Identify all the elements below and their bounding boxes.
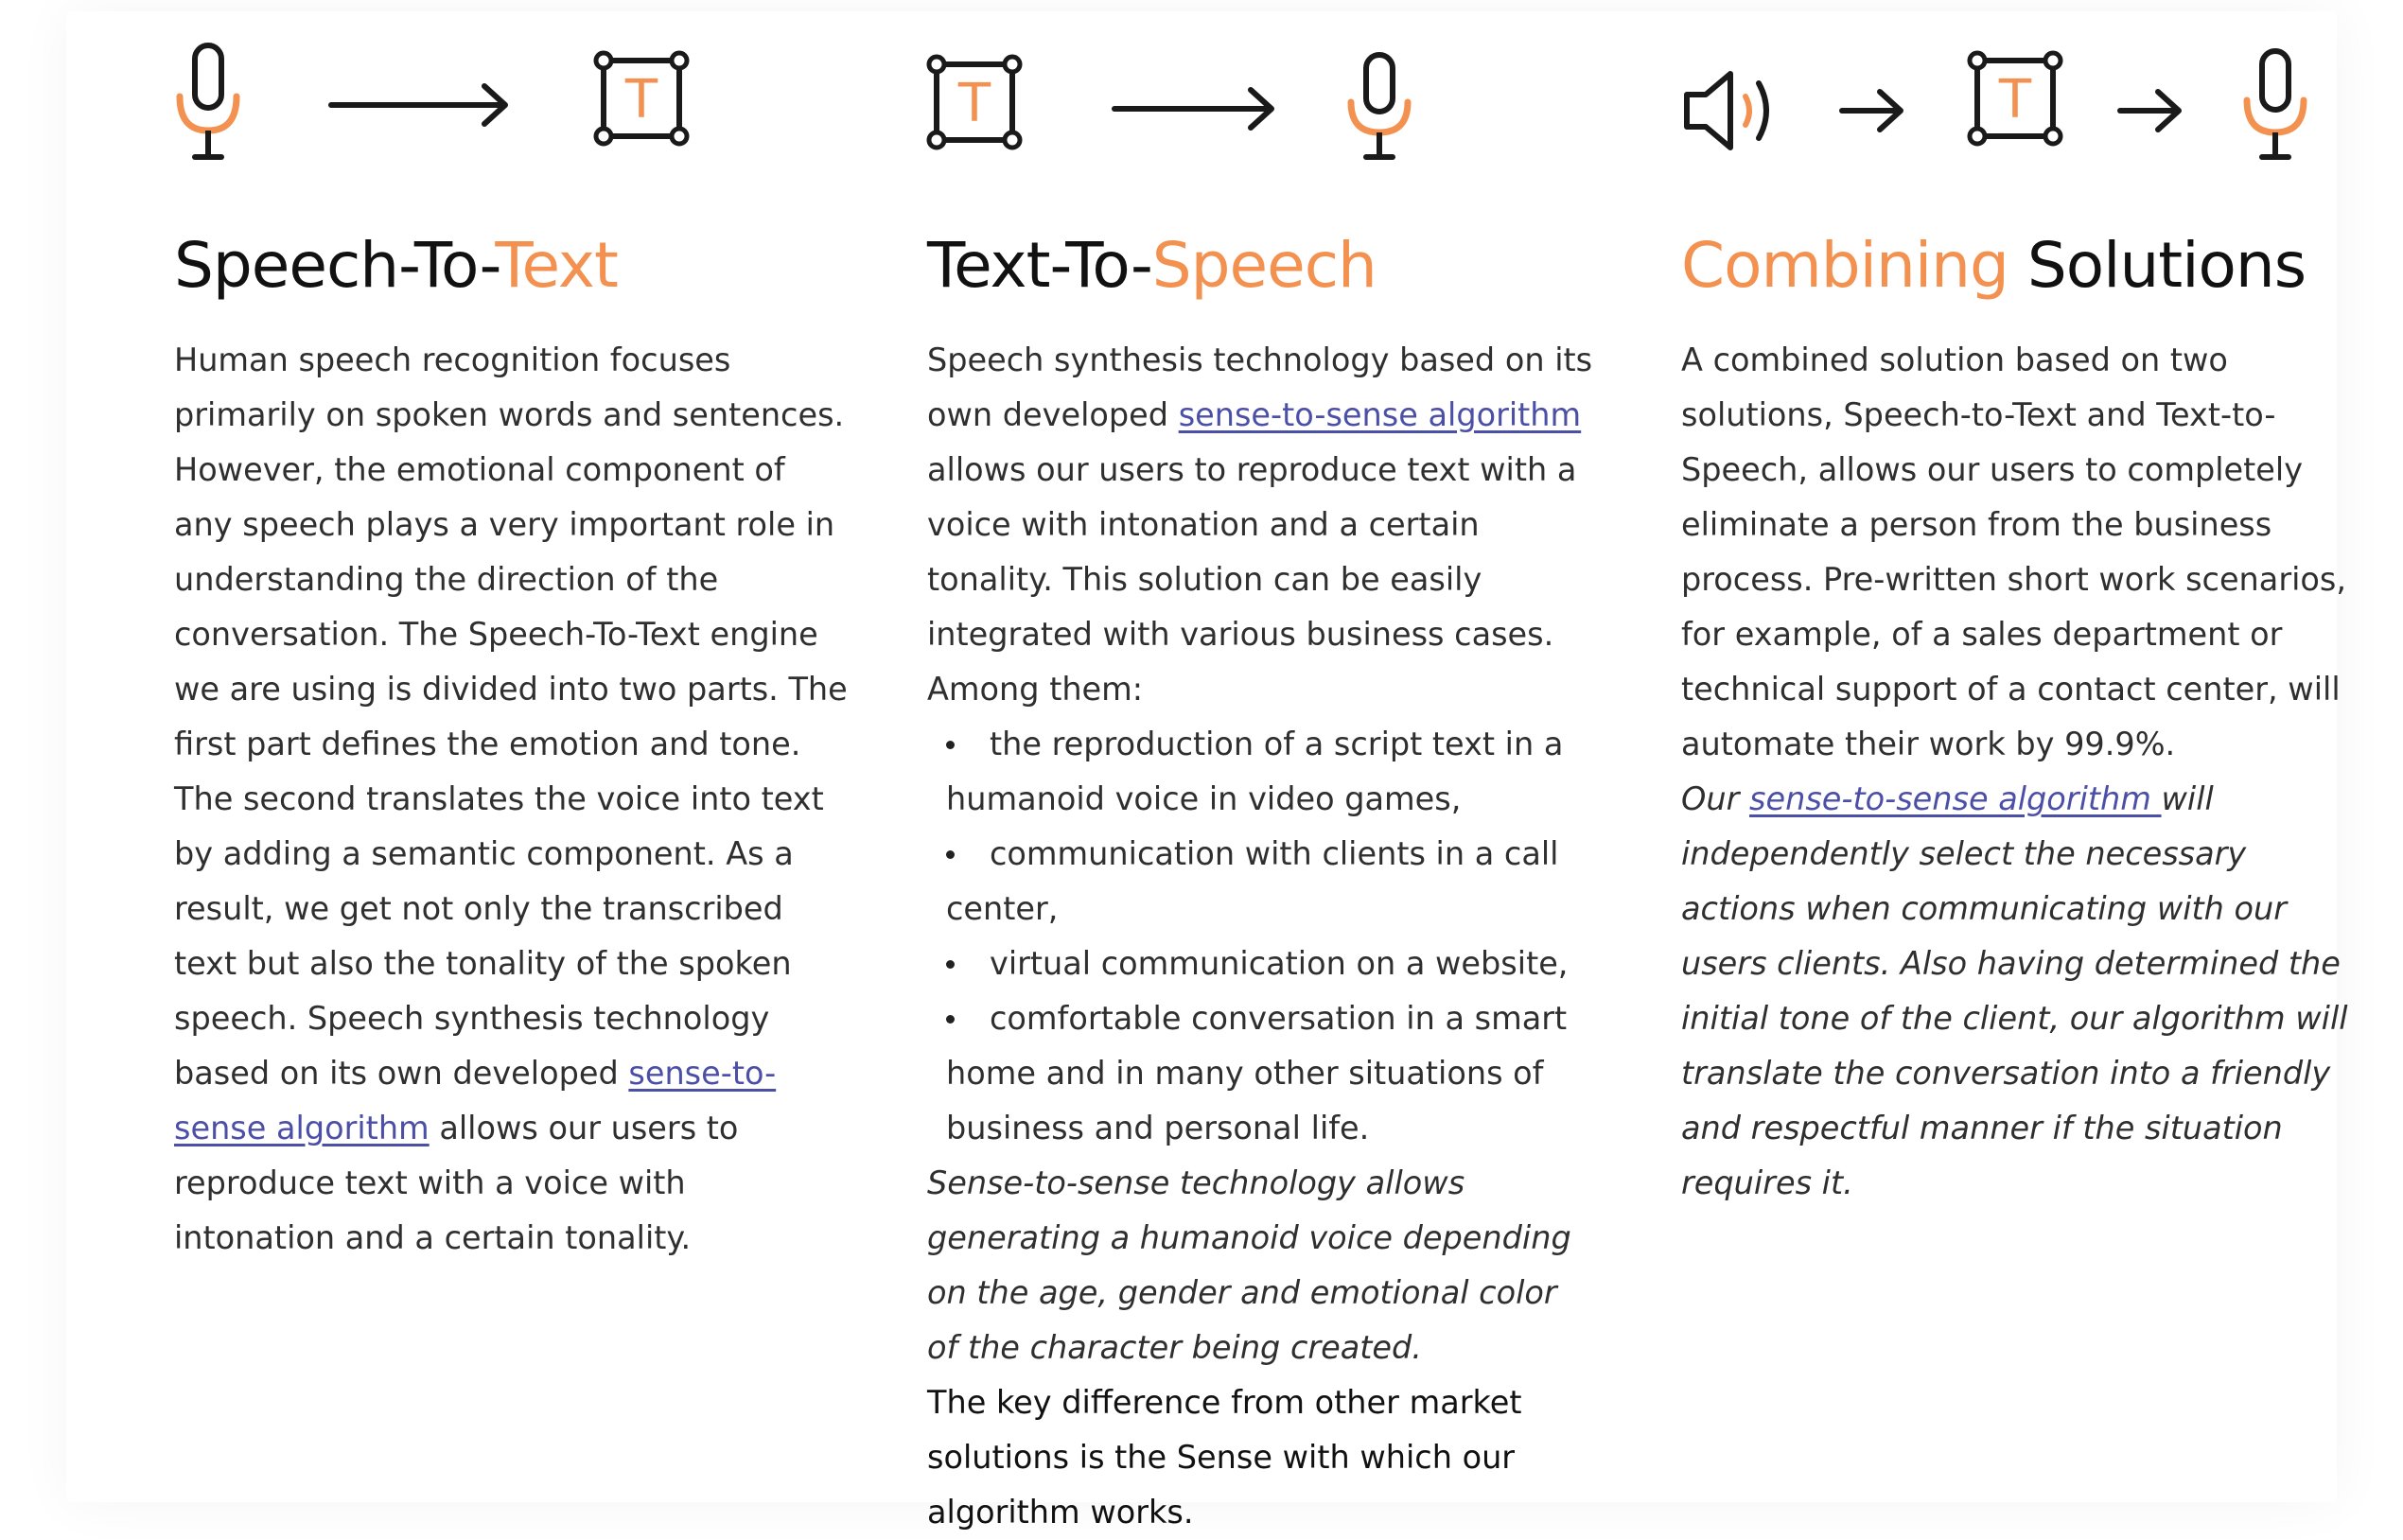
sense-to-sense-link[interactable]: sense-to-sense algorithm	[174, 1055, 777, 1146]
combining-solutions-title	[1681, 229, 2306, 302]
text-box-glyph: T	[1998, 69, 2032, 131]
speech-to-text-title	[174, 229, 618, 302]
list-item: virtual communication on a website,	[927, 936, 1594, 991]
list-item: comfortable conversation in a smart home and in many other situations of business and personal life.	[946, 1000, 1568, 1146]
use-case-list	[927, 717, 1594, 1156]
arrow-right-icon	[1840, 87, 1916, 134]
speech-to-text-paragraph	[174, 333, 851, 1266]
text-to-speech-body	[927, 333, 1594, 1540]
closing-paragraph: The key difference from other market solutions is the Sense with which our algorithm works.	[927, 1384, 1522, 1531]
title-prefix: Text-To-	[927, 229, 1152, 302]
list-item: the reproduction of a script text in a humanoid voice in video games,	[946, 726, 1564, 817]
combining-solutions-italic-paragraph	[1681, 772, 2362, 1211]
text-box-icon	[594, 51, 689, 146]
italic-prefix: Our	[1681, 780, 1750, 817]
speaker-icon	[1681, 68, 1785, 153]
sense-to-sense-link[interactable]: sense-to-sense algorithm	[1749, 780, 2162, 817]
title-prefix: Speech-To-	[174, 229, 496, 302]
combining-solutions-body	[1681, 333, 2362, 1211]
arrow-right-icon	[1113, 85, 1283, 132]
title-accent: Combining	[1681, 229, 2008, 302]
combining-solutions-paragraph: A combined solution based on two solutions, Speech-to-Text and Text-to-Speech, allows our users to completely eliminate a person from the business process. Pre-written short work scenarios, for example, of a sales department or technical support of a contact center, will automate their work by 99.9%.	[1681, 341, 2346, 762]
arrow-right-icon	[329, 81, 518, 129]
bullet-icon	[946, 850, 955, 859]
speech-to-text-body	[174, 333, 851, 1266]
text-box-glyph: T	[624, 69, 658, 131]
microphone-icon	[174, 42, 250, 155]
solutions-card	[66, 11, 2348, 1531]
title-accent: Speech	[1151, 229, 1377, 302]
text-to-speech-title	[927, 229, 1377, 302]
text-to-speech-intro-paragraph	[927, 333, 1594, 717]
body-text-part2: allows our users to reproduce text with a voice with intonation and a certain tonality.	[174, 1110, 739, 1256]
body-text-part1: Speech synthesis technology based on its own developed	[927, 341, 1593, 433]
body-text-part2: allows our users to reproduce text with a voice with intonation and a certain tonality. This solution can be easily integrated with various business cases. Among them:	[927, 451, 1577, 708]
body-text-part1: Human speech recognition focuses primarily on spoken words and sentences. However, the emotional component of any speech plays a very important role in understanding the direction of the conversation. The Speech-To-Text engine we are using is divided into two parts. The first part defines the emotion and tone. The second translates the voice into text by adding a semantic component. As a result, we get not only the transcribed text but also the tonality of the spoken speech. Speech synthesis technology based on its own developed	[174, 341, 848, 1092]
title-suffix: Solutions	[2008, 229, 2307, 302]
microphone-icon	[1345, 51, 1421, 165]
text-box-icon	[1968, 51, 2062, 146]
italic-suffix: will independently select the necessary actions when communicating with our users clients. Also having determined the initial tone of the client, our algorithm will translate the conversation into a friendly and respectful manner if the situation requires it.	[1681, 780, 2348, 1201]
bullet-icon	[946, 1015, 955, 1024]
title-accent: Text	[495, 229, 618, 302]
bullet-icon	[946, 960, 955, 969]
microphone-icon	[2241, 47, 2317, 161]
italic-paragraph: Sense-to-sense technology allows generating a humanoid voice depending on the age, gender and emotional color of the character being created.	[927, 1164, 1571, 1366]
text-box-icon	[927, 55, 1022, 149]
bullet-icon	[946, 741, 955, 749]
text-box-glyph: T	[957, 73, 991, 134]
arrow-right-icon	[2118, 87, 2194, 134]
sense-to-sense-link[interactable]: sense-to-sense algorithm	[1178, 396, 1582, 433]
list-item: communication with clients in a call center,	[946, 835, 1559, 927]
